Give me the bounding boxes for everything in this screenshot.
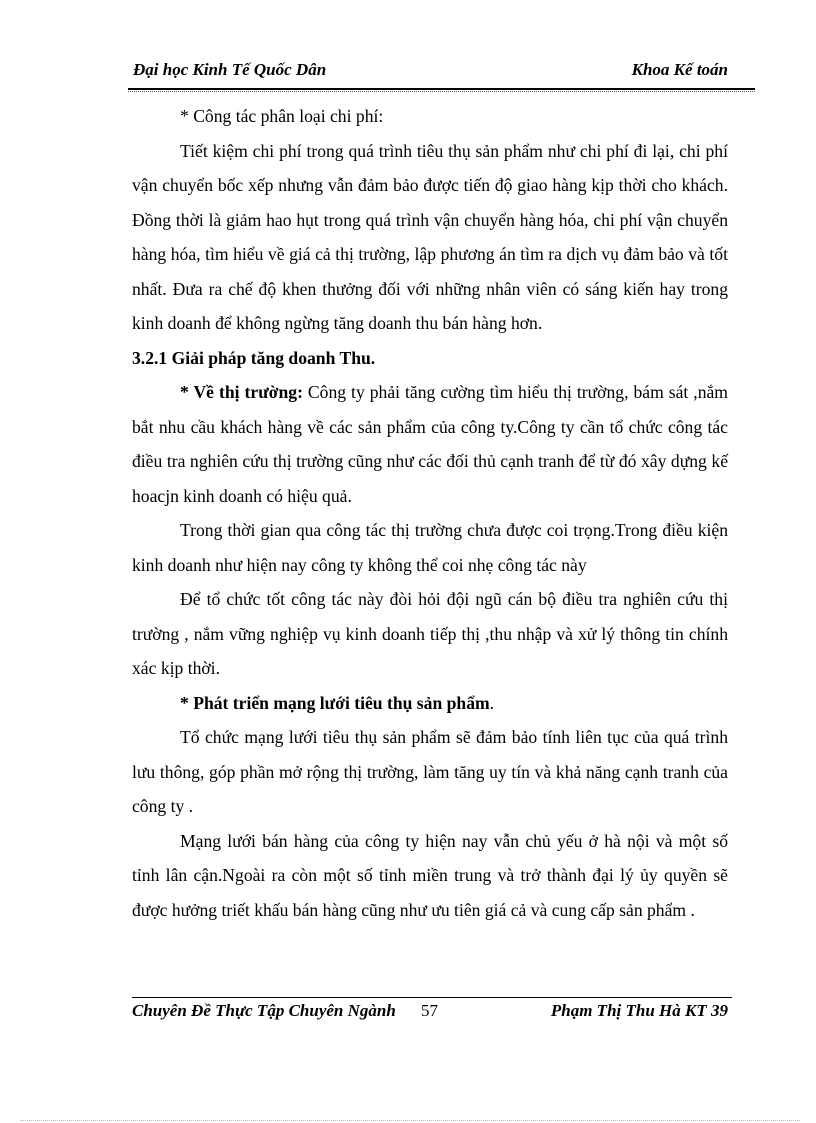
page-header — [133, 60, 728, 80]
header-divider — [128, 88, 755, 90]
paragraph-market — [132, 375, 728, 513]
paragraph-sales-network: Mạng lưới bán hàng của công ty hiện nay vẫn chủ yếu ở hà nội và một số tỉnh lân cận.Ngoài ra còn một số tỉnh miền trung và trở thành đại lý ủy quyền sẽ được hưởng triết khấu bán hàng cũng như ưu tiên giá cả và cung cấp sản phẩm . — [132, 830, 728, 920]
header-department: Khoa Kế toán — [631, 60, 728, 79]
network-label-end: . — [489, 692, 495, 713]
footer-author: Phạm Thị Thu Hà KT 39 — [550, 1001, 728, 1020]
header-dotted-divider — [128, 91, 755, 92]
footer-divider — [132, 997, 732, 998]
paragraph-cost-classification-title: * Công tác phân loại chi phí: — [180, 106, 384, 126]
paragraph-cost-saving: Tiết kiệm chi phí trong quá trình tiêu thụ sản phẩm như chi phí đi lại, chi phí vận chuyển bốc xếp nhưng vẫn đảm bảo được tiến độ giao hàng kịp thời cho khách. Đồng thời là giảm hao hụt trong quá trình vận chuyển hàng hóa, chi phí vận chuyển hàng hóa, tìm hiểu về giá cả thị trường, lập phương án tìm ra dịch vụ đảm bảo và tốt nhất. Đưa ra chế độ khen thưởng đối với những nhân viên có sáng kiến hay trong kinh doanh để không ngừng tăng doanh thu bán hàng hơn. — [132, 140, 728, 333]
network-label: * Phát triển mạng lưới tiêu thụ sản phẩm — [180, 692, 490, 713]
paragraph-staff-requirements: Để tổ chức tốt công tác này đòi hỏi đội ngũ cán bộ điều tra nghiên cứu thị trường , nắm vững nghiệp vụ kinh doanh tiếp thị ,thu nhập và xử lý thông tin chính xác kịp thời. — [132, 589, 728, 678]
market-text: Công ty phải tăng cường tìm hiểu thị trường, bám sát ,nắm bắt nhu cầu khách hàng về các sản phẩm của công ty.Công ty cần tổ chức công tác điều tra nghiên cứu thị trường cũng như các đối thủ cạnh tranh để từ đó xây dựng kế hoacjn kinh doanh có hiệu quả. — [132, 382, 728, 506]
paragraph-market-attention: Trong thời gian qua công tác thị trường chưa được coi trọng.Trong điều kiện kinh doanh như hiện nay công ty không thể coi nhẹ công tác này — [132, 520, 728, 575]
paragraph-network-benefits: Tổ chức mạng lưới tiêu thụ sản phẩm sẽ đảm bảo tính liên tục của quá trình lưu thông, góp phần mở rộng thị trường, làm tăng uy tín và khả năng cạnh tranh của công ty . — [132, 727, 728, 816]
page-bottom-border — [20, 1120, 800, 1121]
footer-report-title: Chuyên Đề Thực Tập Chuyên Ngành — [132, 1001, 396, 1020]
page-number: 57 — [421, 1001, 438, 1020]
market-label: * Về thị trường: — [180, 382, 303, 402]
header-university: Đại học Kinh Tế Quốc Dân — [133, 60, 327, 79]
document-body — [132, 99, 728, 927]
paragraph-network-title — [132, 686, 728, 721]
section-heading: 3.2.1 Giải pháp tăng doanh Thu. — [132, 347, 376, 368]
